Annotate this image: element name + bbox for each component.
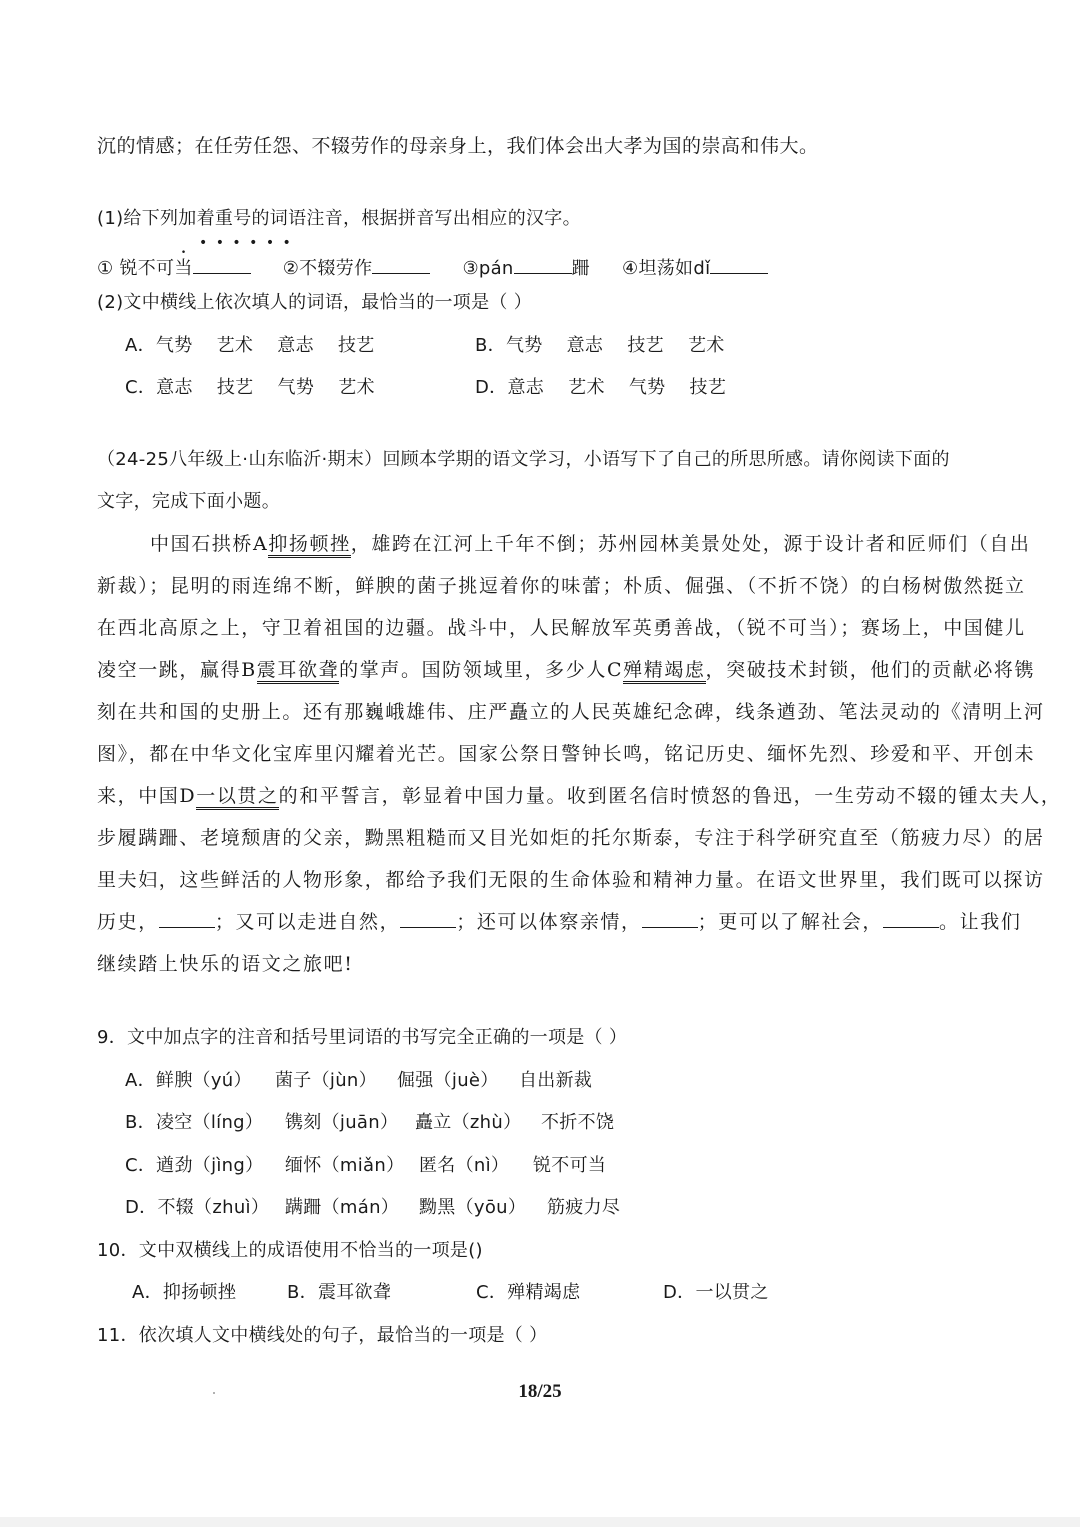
q11-question: 11．依次填人文中横线处的句子，最恰当的一项是（ ）	[97, 1325, 548, 1346]
q9-option-b[interactable]: B．凌空（líng） 镌刻（juān） 矗立（zhù） 不折不饶	[125, 1112, 615, 1133]
passage-line-10: 历史， ；又可以走进自然， ；还可以体察亲情， ；更可以了解社会， 。让我们	[97, 911, 1022, 933]
passage-blank-4[interactable]	[883, 909, 939, 928]
source-line-1: （24-25八年级上·山东临沂·期末）回顾本学期的语文学习，小语写下了自己的所思所感。请你阅读下面的	[97, 449, 950, 470]
q9-option-c[interactable]: C．遒劲（jìng） 缅怀（miǎn） 匿名（nì） 锐不可当	[125, 1155, 607, 1176]
sub1-item-2: ②不辍劳作	[282, 258, 373, 279]
sub2-option-b[interactable]: B．气势 意志 技艺 艺术	[475, 335, 725, 356]
q9-option-d[interactable]: D．不辍（zhuì） 蹒跚（mán） 黝黑（yōu） 筋疲力尽	[125, 1197, 621, 1218]
passage-blank-1[interactable]	[159, 909, 215, 928]
passage-line-5: 刻在共和国的史册上。还有那巍峨雄伟、庄严矗立的人民英雄纪念碑，线条遒劲、笔法灵动的《清明上河	[97, 701, 1045, 723]
page-number: 18/25	[518, 1381, 562, 1402]
blank-3[interactable]	[514, 255, 572, 274]
blank-1[interactable]	[193, 255, 251, 274]
passage-line-4: 凌空一跳，赢得B震耳欲聋的掌声。国防领域里，多少人C殚精竭虑，突破技术封锁，他们的贡献必将镌	[97, 657, 1035, 683]
passage-line-11: 继续踏上快乐的语文之旅吧!	[97, 953, 354, 975]
passage-line-6: 图》，都在中华文化宝库里闪耀着光芒。国家公祭日警钟长鸣，铭记历史、缅怀先烈、珍爱和平、开创未	[97, 743, 1036, 765]
passage-blank-2[interactable]	[400, 909, 456, 928]
sub1-item-3-suffix: 跚	[571, 258, 590, 279]
sub1-question: (1)给下列加着重号的词语注音，根据拼音写出相应的汉字。	[97, 208, 581, 229]
sub2-option-c[interactable]: C．意志 技艺 气势 艺术	[125, 377, 375, 398]
blank-4[interactable]	[710, 255, 768, 274]
passage-line-8: 步履蹒跚、老境颓唐的父亲，黝黑粗糙而又目光如炬的托尔斯泰，专注于科学研究直至（筋疲力尽）的居	[97, 827, 1045, 849]
passage-line-3: 在西北高原之上，守卫着祖国的边疆。战斗中，人民解放军英勇善战，（锐不可当）；赛场上，中国健儿	[97, 617, 1026, 639]
idiom-a: 抑扬顿挫	[268, 533, 350, 558]
idiom-b: 震耳欲聋	[257, 659, 339, 684]
idiom-d: 一以贯之	[196, 785, 278, 810]
q9-question: 9．文中加点字的注音和括号里词语的书写完全正确的一项是（ ）	[97, 1027, 628, 1048]
passage-line-7: 来，中国D一以贯之的和平誓言，彰显着中国力量。收到匿名信时愤怒的鲁迅，一生劳动不辍的锺太夫人，	[97, 783, 1061, 809]
q10-option-d[interactable]: D．一以贯之	[663, 1282, 769, 1303]
intro-line: 沉的情感；在任劳任怨、不辍劳作的母亲身上，我们体会出大孝为国的崇高和伟大。	[97, 135, 819, 157]
sub2-option-a[interactable]: A．气势 艺术 意志 技艺	[125, 335, 375, 356]
q10-question: 10．文中双横线上的成语使用不恰当的一项是()	[97, 1240, 483, 1261]
q10-option-b[interactable]: B．震耳欲聋	[287, 1282, 392, 1303]
sub1-item-4: ④坦荡如dǐ	[622, 258, 711, 279]
sub1-item-1: ① 锐不可当	[97, 258, 193, 279]
passage-blank-3[interactable]	[642, 909, 698, 928]
sub2-option-d[interactable]: D．意志 艺术 气势 技艺	[475, 377, 727, 398]
sub1-item-3: ③pán	[462, 258, 514, 279]
source-line-2: 文字，完成下面小题。	[97, 491, 280, 512]
q10-option-c[interactable]: C．殚精竭虑	[476, 1282, 581, 1303]
passage-line-9: 里夫妇，这些鲜活的人物形象，都给予我们无限的生命体验和精神力量。在语文世界里，我们既可以探访	[97, 869, 1045, 891]
sub2-question: (2)文中横线上依次填人的词语，最恰当的一项是（ ）	[97, 292, 533, 313]
sub1-items	[97, 248, 768, 282]
passage-line-1: 中国石拱桥A抑扬顿挫，雄跨在江河上千年不倒；苏州园林美景处处，源于设计者和匠师们（自出	[150, 531, 1031, 557]
q10-option-a[interactable]: A．抑扬顿挫	[132, 1282, 237, 1303]
emphasis-dots: • • • • • •	[199, 235, 293, 251]
passage-line-2: 新裁）；昆明的雨连绵不断，鲜腴的菌子挑逗着你的味蕾；朴质、倔强、（不折不饶）的白杨树傲然挺立	[97, 575, 1026, 597]
q9-option-a[interactable]: A．鲜腴（yú） 菌子（jùn） 倔强（juè） 自出新裁	[125, 1070, 593, 1091]
idiom-c: 殚精竭虑	[623, 659, 705, 684]
blank-2[interactable]	[372, 255, 430, 274]
scan-bottom-edge	[0, 1517, 1080, 1527]
scan-speck	[213, 1392, 215, 1394]
